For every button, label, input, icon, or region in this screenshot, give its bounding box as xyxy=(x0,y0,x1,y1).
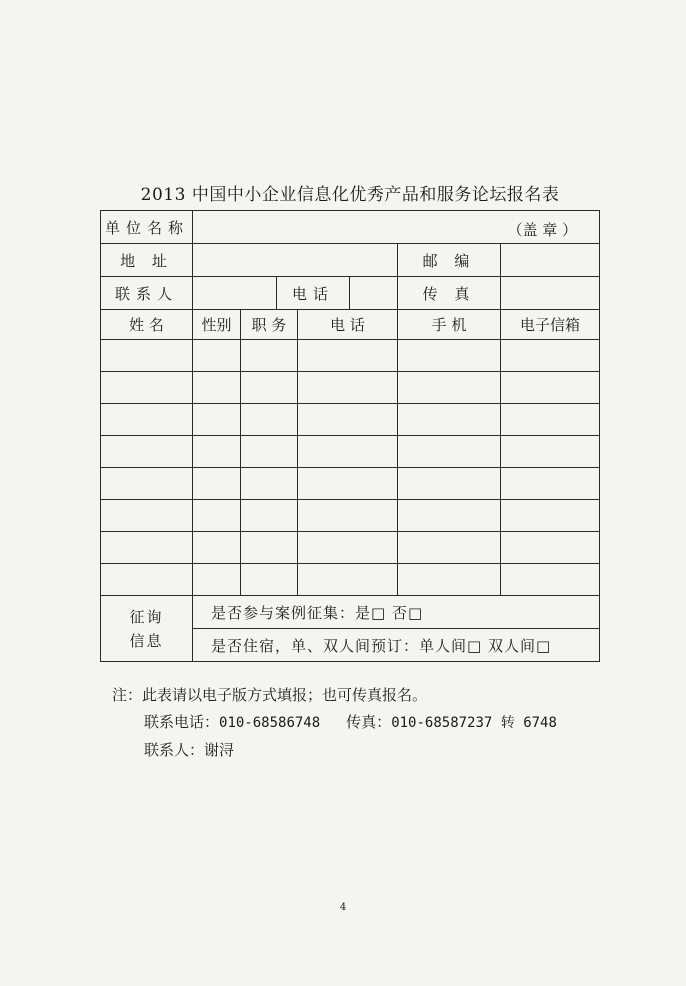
cell-mobile[interactable] xyxy=(398,340,501,372)
cell-phone[interactable] xyxy=(298,404,398,436)
cell-phone[interactable] xyxy=(298,564,398,596)
inquiry-label-line2: 信息 xyxy=(129,631,164,650)
cell-name[interactable] xyxy=(101,404,193,436)
header-phone: 电 话 xyxy=(298,310,398,340)
cell-gender[interactable] xyxy=(193,404,241,436)
cell-position[interactable] xyxy=(241,500,298,532)
cell-mobile[interactable] xyxy=(398,436,501,468)
cell-position[interactable] xyxy=(241,372,298,404)
phone-field[interactable] xyxy=(350,277,398,310)
cell-email[interactable] xyxy=(501,340,600,372)
address-field[interactable] xyxy=(193,244,398,277)
table-row xyxy=(101,500,600,532)
cell-position[interactable] xyxy=(241,436,298,468)
seal-text: （盖 章 ） xyxy=(507,221,578,239)
org-name-field[interactable] xyxy=(193,211,600,244)
cell-gender[interactable] xyxy=(193,564,241,596)
cell-name[interactable] xyxy=(101,500,193,532)
cell-name[interactable] xyxy=(101,340,193,372)
cell-position[interactable] xyxy=(241,468,298,500)
cell-phone[interactable] xyxy=(298,340,398,372)
table-row xyxy=(101,372,600,404)
address-label: 地 址 xyxy=(101,244,193,277)
cell-position[interactable] xyxy=(241,404,298,436)
table-row xyxy=(101,532,600,564)
table-row xyxy=(101,436,600,468)
fax-label: 传真： xyxy=(346,713,392,731)
postcode-label: 邮 编 xyxy=(398,244,501,277)
header-position: 职 务 xyxy=(241,310,298,340)
cell-mobile[interactable] xyxy=(398,372,501,404)
contact-label: 联系人 xyxy=(101,277,193,310)
cell-name[interactable] xyxy=(101,564,193,596)
phone-label: 联系电话： xyxy=(144,713,220,731)
table-row xyxy=(101,404,600,436)
cell-email[interactable] xyxy=(501,500,600,532)
fax-label: 传 真 xyxy=(398,277,501,310)
cell-phone[interactable] xyxy=(298,532,398,564)
cell-mobile[interactable] xyxy=(398,500,501,532)
cell-phone[interactable] xyxy=(298,468,398,500)
header-gender: 性别 xyxy=(193,310,241,340)
fax-field[interactable] xyxy=(501,277,600,310)
cell-gender[interactable] xyxy=(193,372,241,404)
fax-value: 010-68587237 转 6748 xyxy=(391,715,557,731)
header-mobile: 手 机 xyxy=(398,310,501,340)
cell-mobile[interactable] xyxy=(398,468,501,500)
registration-form xyxy=(100,210,596,662)
org-name-label: 单位名称 xyxy=(101,211,193,244)
cell-position[interactable] xyxy=(241,564,298,596)
cell-name[interactable] xyxy=(101,436,193,468)
contact-phone-line xyxy=(112,709,557,737)
contact-field[interactable] xyxy=(193,277,277,310)
phone-label: 电话 xyxy=(277,277,350,310)
header-name: 姓 名 xyxy=(101,310,193,340)
cell-position[interactable] xyxy=(241,340,298,372)
inquiry-label-line1: 征询 xyxy=(129,607,164,626)
cell-gender[interactable] xyxy=(193,468,241,500)
cell-gender[interactable] xyxy=(193,500,241,532)
table-row xyxy=(101,340,600,372)
contact-person: 联系人：谢浔 xyxy=(144,741,235,759)
cell-mobile[interactable] xyxy=(398,532,501,564)
cell-gender[interactable] xyxy=(193,436,241,468)
cell-email[interactable] xyxy=(501,468,600,500)
table-row xyxy=(101,468,600,500)
cell-phone[interactable] xyxy=(298,372,398,404)
cell-phone[interactable] xyxy=(298,500,398,532)
cell-email[interactable] xyxy=(501,564,600,596)
notes xyxy=(112,682,557,764)
postcode-field[interactable] xyxy=(501,244,600,277)
cell-name[interactable] xyxy=(101,372,193,404)
cell-email[interactable] xyxy=(501,532,600,564)
cell-email[interactable] xyxy=(501,404,600,436)
cell-email[interactable] xyxy=(501,372,600,404)
cell-gender[interactable] xyxy=(193,340,241,372)
cell-phone[interactable] xyxy=(298,436,398,468)
table-row xyxy=(101,564,600,596)
cell-name[interactable] xyxy=(101,468,193,500)
header-email: 电子信箱 xyxy=(501,310,600,340)
inquiry-label xyxy=(101,596,193,662)
inquiry-lodging[interactable]: 是否住宿，单、双人间预订：单人间□ 双人间□ xyxy=(193,629,600,662)
cell-email[interactable] xyxy=(501,436,600,468)
page-number: 4 xyxy=(339,902,347,913)
page-title: 2013 中国中小企业信息化优秀产品和服务论坛报名表 xyxy=(140,185,560,205)
cell-name[interactable] xyxy=(101,532,193,564)
note-submission: 注：此表请以电子版方式填报；也可传真报名。 xyxy=(112,686,428,704)
cell-mobile[interactable] xyxy=(398,564,501,596)
inquiry-case-study[interactable]: 是否参与案例征集：是□ 否□ xyxy=(193,596,600,629)
phone-value: 010-68586748 xyxy=(219,715,321,731)
cell-mobile[interactable] xyxy=(398,404,501,436)
cell-gender[interactable] xyxy=(193,532,241,564)
cell-position[interactable] xyxy=(241,532,298,564)
